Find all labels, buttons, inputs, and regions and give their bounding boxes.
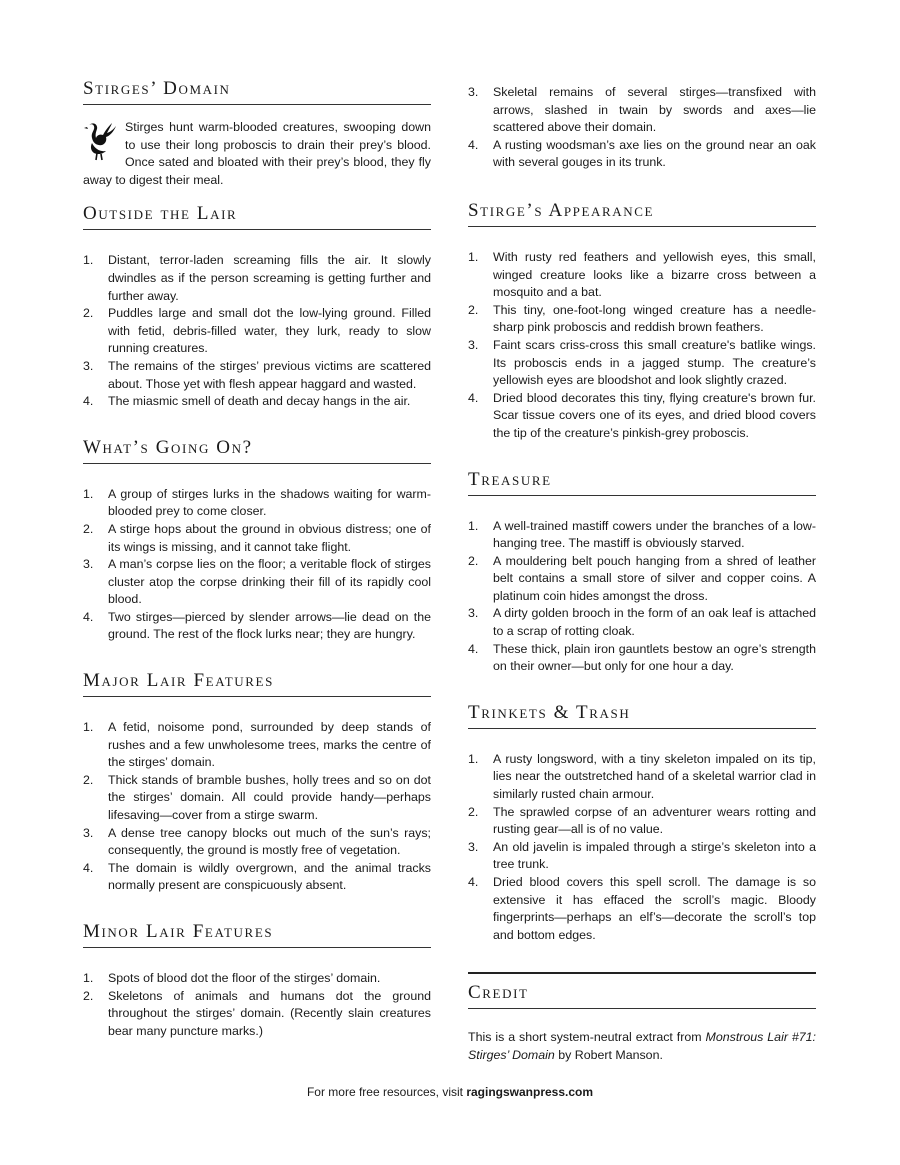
section-stirges-appearance bbox=[468, 200, 816, 443]
list-item: 4. The miasmic smell of death and decay hangs in the air. bbox=[83, 394, 411, 409]
list-item: 3. Skeletal remains of several stirges—transfixed with arrows, slashed in twain by swords and axes—lie scattered above their domain. bbox=[468, 85, 816, 135]
section-trinkets-trash bbox=[468, 702, 816, 945]
section-stirges-domain bbox=[83, 78, 431, 189]
list-item: 1. A fetid, noisome pond, surrounded by deep stands of rushes and a few unwholesome trees, marks the centre of the stirges’ domain. bbox=[83, 720, 431, 770]
list-item: 1. Distant, terror-laden screaming fills the air. It slowly dwindles as if the person screaming is getting further and further away. bbox=[83, 253, 431, 303]
left-column bbox=[83, 78, 431, 1040]
work-title: Monstrous Lair #71: Stirges’ Domain bbox=[468, 1030, 816, 1062]
list-item: 3. A dirty golden brooch in the form of an oak leaf is attached to a scrap of rotting cloak. bbox=[468, 606, 816, 639]
list-item: 4. A rusting woodsman’s axe lies on the ground near an oak with several gouges in its trunk. bbox=[468, 137, 816, 170]
section-title: Credit bbox=[468, 972, 816, 1009]
section-title: Minor Lair Features bbox=[83, 921, 431, 948]
section-major-lair-features bbox=[83, 670, 431, 895]
list-item: 1. A well-trained mastiff cowers under the branches of a low-hanging tree. The mastiff is obviously starved. bbox=[468, 518, 816, 551]
list-item: 2. A mouldering belt pouch hanging from a shred of leather belt contains a small store of silver and copper coins. A platinum coin hides amongst the dross. bbox=[468, 553, 816, 603]
trinkets-list bbox=[468, 751, 816, 945]
list-item: 4. These thick, plain iron gauntlets bestow an ogre’s strength on their owner—but only for one hour a day. bbox=[468, 641, 816, 674]
list-item: 2. A stirge hops about the ground in obvious distress; one of its wings is missing, and it cannot take flight. bbox=[83, 521, 431, 554]
list-item: 3. The remains of the stirges’ previous victims are scattered about. Those yet with flesh appear haggard and wasted. bbox=[83, 358, 431, 391]
list-item: 1. A rusty longsword, with a tiny skeleton impaled on its tip, lies near the outstretched hand of a skeletal warrior clad in similarly rusted chain armour. bbox=[468, 751, 816, 802]
list-item: 3. A man’s corpse lies on the floor; a veritable flock of stirges cluster atop the corpse drinking their fill of its rapidly cool blood. bbox=[83, 557, 431, 607]
swan-logo-icon bbox=[83, 121, 117, 161]
section-title: Stirge’s Appearance bbox=[468, 200, 816, 227]
section-title: Major Lair Features bbox=[83, 670, 431, 697]
section-title: Trinkets & Trash bbox=[468, 702, 816, 729]
list-item: 2. Puddles large and small dot the low-lying ground. Filled with fetid, debris-filled water, they lurk, ready to slow running creatures. bbox=[83, 306, 431, 356]
footer-text: For more free resources, visit bbox=[306, 1085, 467, 1099]
list-item: 3. Faint scars criss-cross this small creature's batlike wings. Its proboscis ends in a jagged stump. The creature’s yellowish eyes are bloodshot and look slightly crazed. bbox=[468, 337, 816, 388]
going-on-list bbox=[83, 486, 431, 644]
appearance-list bbox=[468, 249, 816, 443]
list-item: 1. Spots of blood dot the floor of the stirges’ domain. bbox=[83, 971, 381, 985]
footer bbox=[0, 1085, 900, 1099]
section-minor-lair-features bbox=[83, 921, 431, 1040]
section-title: Outside the Lair bbox=[83, 203, 431, 230]
section-title: Treasure bbox=[468, 469, 816, 496]
list-item: 3. An old javelin is impaled through a stirge’s skeleton into a tree trunk. bbox=[468, 839, 816, 872]
section-whats-going-on bbox=[83, 437, 431, 644]
list-item: 2. The sprawled corpse of an adventurer wears rotting and rusting gear—all is of no value. bbox=[468, 804, 816, 837]
list-item: 4. Two stirges—pierced by slender arrows—lie dead on the ground. The rest of the flock lurks near; they are hungry. bbox=[83, 609, 431, 642]
list-item: 1. With rusty red feathers and yellowish eyes, this small, winged creature looks like a bizarre cross between a mosquito and a bat. bbox=[468, 249, 816, 300]
list-item: 3. A dense tree canopy blocks out much of the sun’s rays; consequently, the ground is mostly free of vegetation. bbox=[83, 825, 431, 858]
intro-block bbox=[83, 119, 431, 189]
section-credit bbox=[468, 972, 816, 1064]
list-item: 2. This tiny, one-foot-long winged creature has a needle-sharp pink proboscis and reddish brown feathers. bbox=[468, 302, 816, 335]
section-outside-lair bbox=[83, 203, 431, 410]
section-title: Stirges’ Domain bbox=[83, 78, 431, 105]
minor-list-continued bbox=[468, 84, 816, 172]
footer-link[interactable]: ragingswanpress.com bbox=[466, 1085, 594, 1099]
outside-list bbox=[83, 252, 431, 410]
section-treasure bbox=[468, 469, 816, 676]
minor-list bbox=[83, 970, 431, 1040]
list-item: 1. A group of stirges lurks in the shadows waiting for warm-blooded prey to come closer. bbox=[83, 486, 431, 519]
right-column bbox=[468, 84, 816, 1065]
section-title: What’s Going On? bbox=[83, 437, 431, 464]
list-item: 2. Thick stands of bramble bushes, holly trees and so on dot the stirges’ domain. All could provide handy—perhaps lifesaving—cover from a stirge swarm. bbox=[83, 772, 431, 823]
treasure-list bbox=[468, 518, 816, 676]
list-item: 4. Dried blood covers this spell scroll. The damage is so extensive it has effaced the scroll’s magic. Bloody fingerprints—perhaps an elf’s—decorate the scroll’s top and bottom edges. bbox=[468, 875, 816, 942]
list-item: 4. Dried blood decorates this tiny, flying creature's brown fur. Scar tissue covers one of its eyes, and dried blood covers the tip of the creature’s pinkish-grey proboscis. bbox=[468, 390, 816, 440]
list-item: 2. Skeletons of animals and humans dot the ground throughout the stirges’ domain. (Recently slain creatures bear many puncture marks.) bbox=[83, 988, 431, 1038]
list-item: 4. The domain is wildly overgrown, and the animal tracks normally present are conspicuously absent. bbox=[83, 860, 431, 893]
major-list bbox=[83, 719, 431, 895]
credit-text: This is a short system-neutral extract from Monstrous Lair #71: Stirges’ Domain by Robert Manson. bbox=[468, 1030, 816, 1062]
intro-text: Stirges hunt warm-blooded creatures, swooping down to use their long proboscis to drain their prey’s blood. Once sated and bloated with their prey’s blood, they fly away to digest their meal. bbox=[83, 120, 431, 187]
